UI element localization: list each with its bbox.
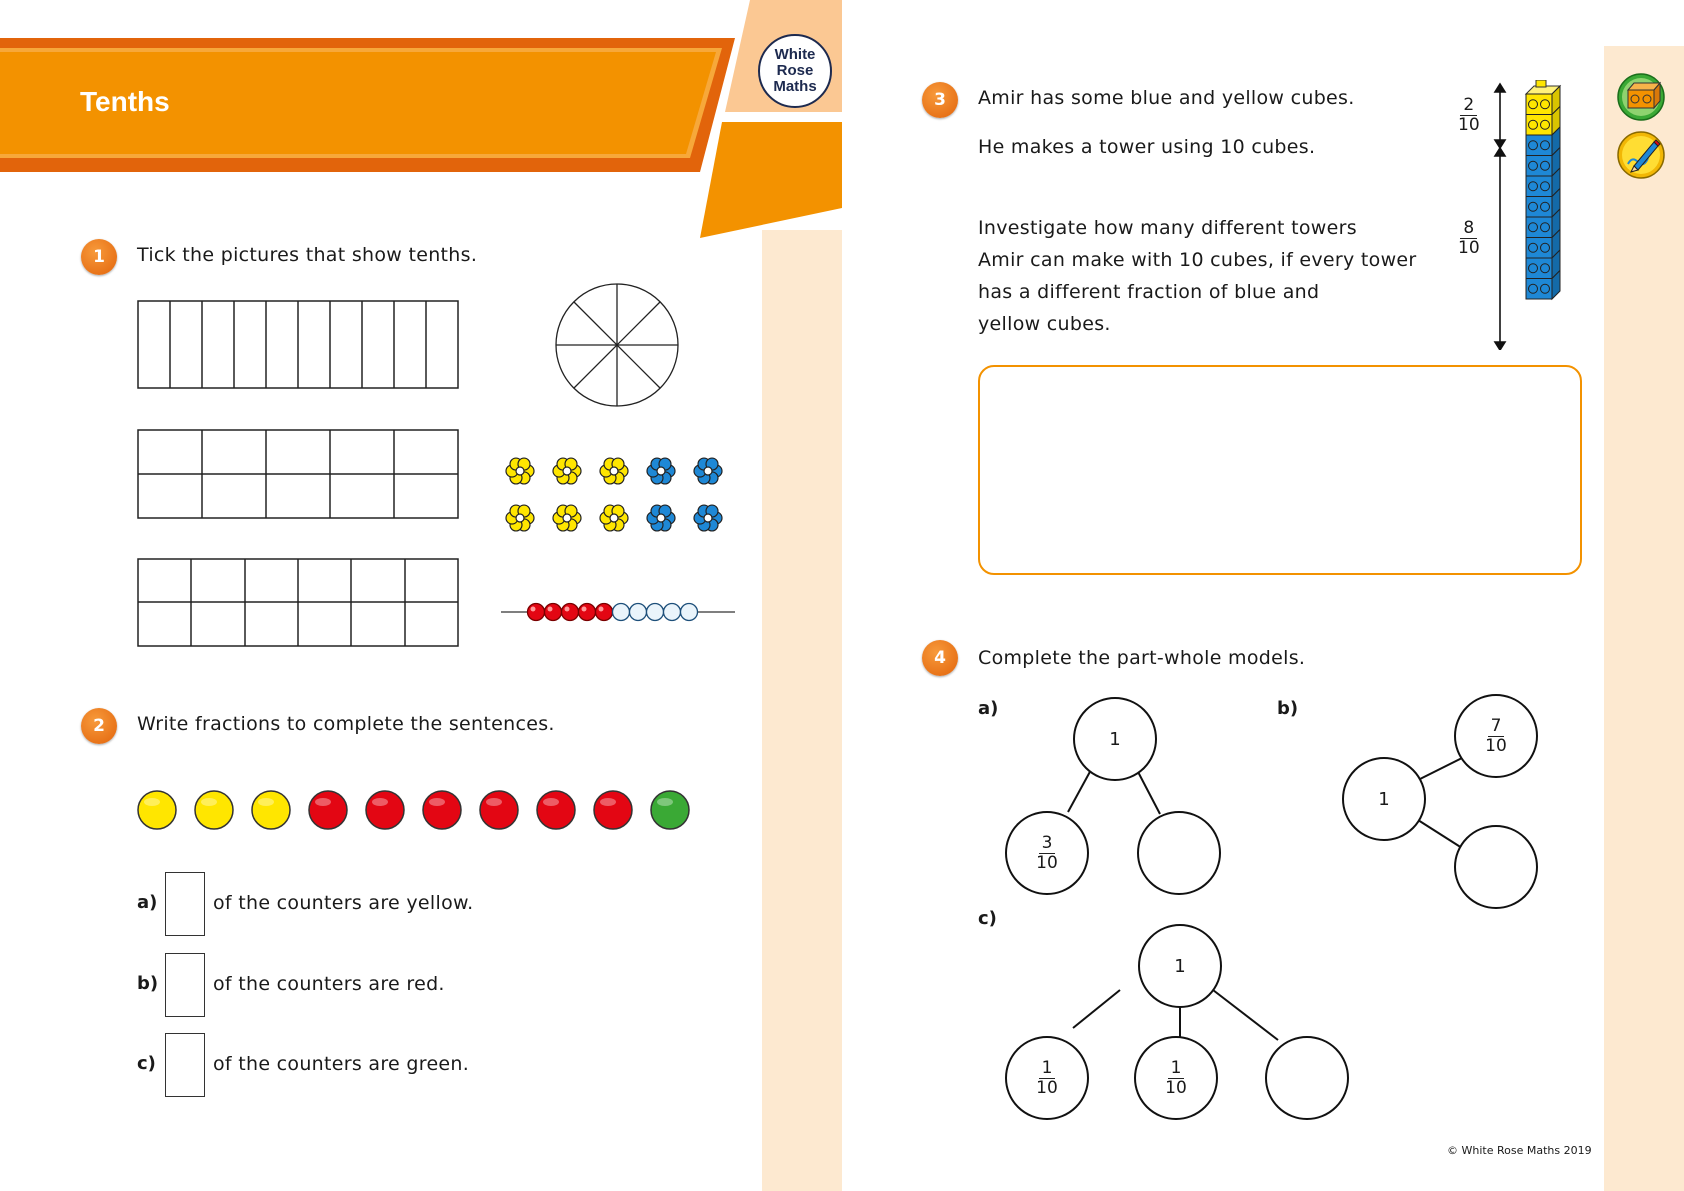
red-bead [562,604,579,621]
q4b-whole-circle [1342,757,1426,841]
red-counter [423,791,461,829]
counter-shine [600,798,616,806]
bead-shine [548,607,553,612]
q3-para-line-1: Investigate how many different towers [978,217,1357,239]
flower-yellow [600,458,628,484]
q4a-whole-circle [1073,697,1157,781]
blue-cube [1526,197,1552,218]
red-bead [579,604,596,621]
q4c-part-2-num: 1 [1168,1059,1185,1079]
bead-shine [565,607,570,612]
counter-shine [144,798,160,806]
q4c-part-1-circle [1005,1036,1089,1120]
bead-shine [599,607,604,612]
red-counter [366,791,404,829]
logo-word-2: Rose [776,62,814,79]
counter-shine [315,798,331,806]
q4c-part-1-den: 10 [1036,1077,1058,1098]
white-bead [664,604,681,621]
q2c-text: of the counters are green. [213,1053,470,1075]
beads-10[interactable] [501,604,735,621]
flower-yellow [600,505,628,531]
tower-nub [1536,80,1546,87]
q2b-answer-box[interactable] [165,953,205,1017]
blue-cube [1526,135,1552,156]
q4c-whole-circle [1138,924,1222,1008]
bead-shine [531,607,536,612]
tower-yellow-den: 10 [1458,115,1480,135]
counters-row [130,785,690,835]
flower-blue [694,458,722,484]
question-2-prompt: Write fractions to complete the sentences. [137,713,555,735]
bar-split-10[interactable] [138,301,458,388]
logo-word-1: White [774,46,816,63]
q3-para-line-3: has a different fraction of blue and [978,281,1320,303]
q4b-part-1-circle [1454,694,1538,778]
green-counter [651,791,689,829]
q4c-part-1-num: 1 [1039,1059,1056,1079]
yellow-cube [1526,115,1552,136]
q2b-text: of the counters are red. [213,973,445,995]
red-counter [594,791,632,829]
flower-yellow [506,505,534,531]
q4b-part-2-answer-circle[interactable] [1454,825,1538,909]
q4c-part-2-den: 10 [1165,1077,1187,1098]
q4b-part-1-num: 7 [1488,717,1505,737]
red-counter [537,791,575,829]
flower-yellow [553,505,581,531]
blue-cube [1526,258,1552,279]
question-4-prompt: Complete the part-whole models. [978,647,1306,669]
question-3-paragraph [978,212,1418,340]
question-2-badge: 2 [81,708,117,744]
question-3-badge: 3 [922,82,958,118]
q4a-part-1-num: 3 [1039,834,1056,854]
q4c-label: c) [978,908,997,929]
cube-tower [1484,80,1594,350]
tower-yellow-fraction [1458,96,1480,135]
blue-cube [1526,238,1552,259]
bead-shine [582,607,587,612]
q2a-text: of the counters are yellow. [213,892,474,914]
cube-icon [1616,72,1666,122]
q3-para-line-4: yellow cubes. [978,313,1111,335]
grid-2x5[interactable] [138,430,458,518]
red-bead [596,604,613,621]
q2c-label: c) [137,1053,156,1074]
question-1-badge: 1 [81,239,117,275]
question-4-badge: 4 [922,640,958,676]
counter-shine [429,798,445,806]
flower-blue [694,505,722,531]
flower-blue [647,458,675,484]
yellow-cube [1526,94,1552,115]
q4a-whole-value: 1 [1109,728,1121,750]
q2a-answer-box[interactable] [165,872,205,936]
q4b-label: b) [1277,698,1299,719]
blue-cube [1526,176,1552,197]
red-counter [480,791,518,829]
blue-cube [1526,156,1552,177]
counter-shine [657,798,673,806]
white-bead [681,604,698,621]
flower-yellow [553,458,581,484]
q4a-part-2-answer-circle[interactable] [1137,811,1221,895]
flowers-10[interactable] [506,458,722,531]
white-bead [630,604,647,621]
counter-shine [258,798,274,806]
yellow-counter [138,791,176,829]
tower-blue-fraction [1458,219,1480,258]
q3-para-line-2: Amir can make with 10 cubes, if every tower [978,249,1417,271]
circle-split-8[interactable] [556,284,678,406]
red-counter [309,791,347,829]
white-rose-logo [758,34,832,108]
q4c-part-2-circle [1134,1036,1218,1120]
q2c-answer-box[interactable] [165,1033,205,1097]
q2a-label: a) [137,892,158,913]
tower-blue-num: 8 [1460,219,1477,239]
pencil-icon [1616,130,1666,180]
yellow-counter [195,791,233,829]
counter-shine [372,798,388,806]
yellow-counter [252,791,290,829]
q2b-label: b) [137,973,159,994]
blue-cube [1526,279,1552,300]
question-3-line-1: Amir has some blue and yellow cubes. [978,87,1355,109]
grid-2x6[interactable] [138,559,458,646]
tower-blue-den: 10 [1458,238,1480,258]
tower-yellow-num: 2 [1460,96,1477,116]
q4a-label: a) [978,698,999,719]
q4a-part-1-circle [1005,811,1089,895]
q4a-part-1-den: 10 [1036,852,1058,873]
counter-shine [543,798,559,806]
page-title: Tenths [80,86,170,117]
q4c-whole-value: 1 [1174,955,1186,977]
question-1-prompt: Tick the pictures that show tenths. [137,244,478,266]
q4b-part-1-den: 10 [1485,735,1507,756]
flower-yellow [506,458,534,484]
question-3-line-2: He makes a tower using 10 cubes. [978,136,1316,158]
q4b-whole-value: 1 [1378,788,1390,810]
blue-cube [1526,217,1552,238]
red-bead [528,604,545,621]
counter-shine [201,798,217,806]
flower-blue [647,505,675,531]
q4c-part-3-answer-circle[interactable] [1265,1036,1349,1120]
white-bead [647,604,664,621]
q3-answer-box[interactable] [978,365,1582,575]
red-bead [545,604,562,621]
copyright: © White Rose Maths 2019 [1447,1144,1592,1157]
white-bead [613,604,630,621]
logo-word-3: Maths [773,78,817,95]
question-1-pictures [130,270,750,690]
counter-shine [486,798,502,806]
